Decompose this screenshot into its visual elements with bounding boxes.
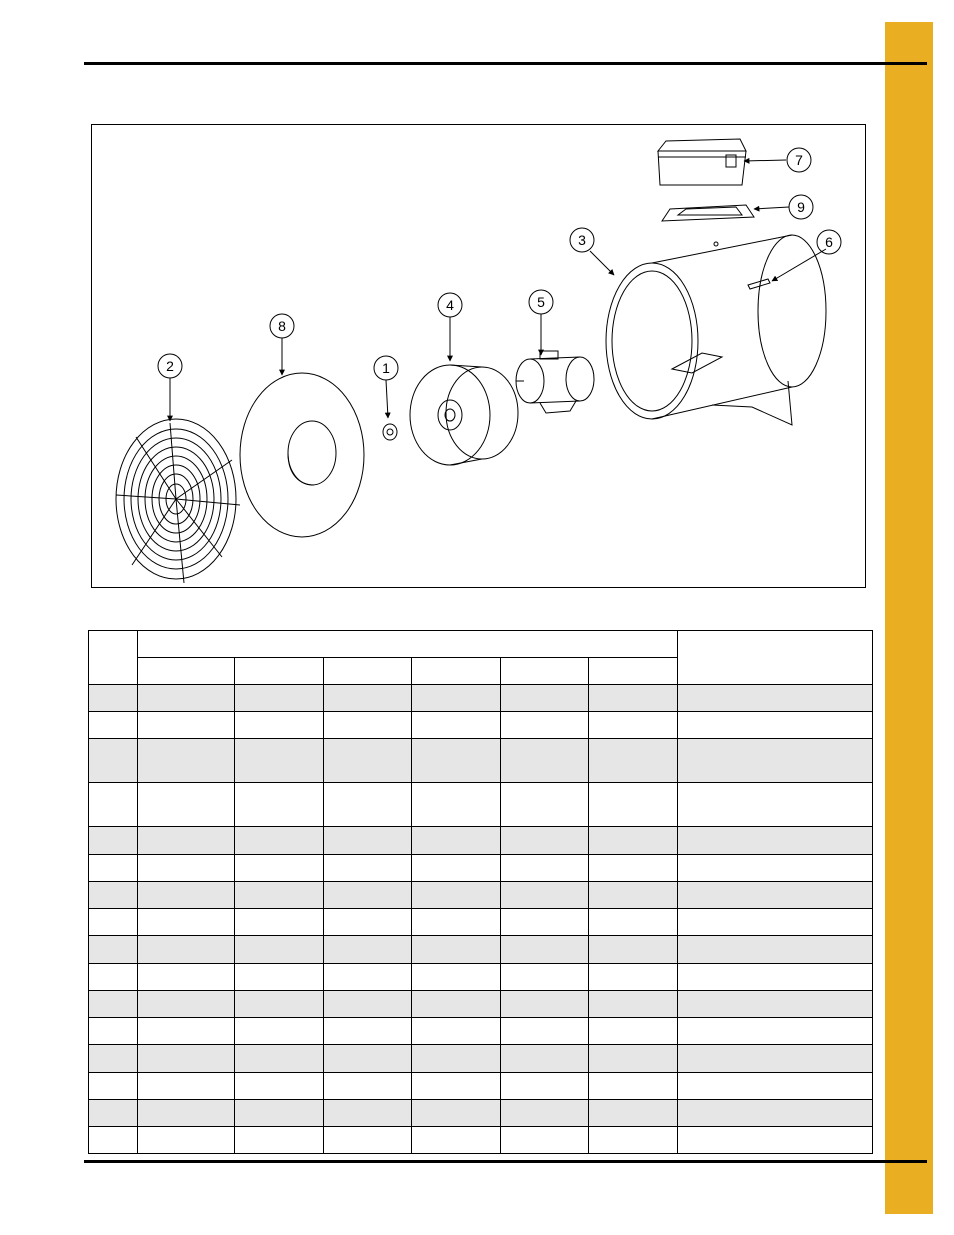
callout-leaders [170,160,826,421]
handle-drawing [748,279,770,289]
table-cell [235,1018,324,1045]
table-subheader-cell [501,658,589,685]
table-cell [589,1018,678,1045]
table-row [89,827,873,855]
table-cell [678,991,873,1018]
table-cell [501,991,589,1018]
inlet-guard-drawing [116,419,240,583]
table-cell [235,936,324,964]
table-cell [235,712,324,739]
table-cell [235,882,324,909]
callout-8-label: 8 [278,318,286,334]
table-cell [324,991,412,1018]
table-cell [589,1045,678,1073]
table-cell [589,827,678,855]
table-row [89,1045,873,1073]
table-cell [235,1100,324,1127]
header-rule [84,62,927,65]
table-subheader-cell [324,658,412,685]
table-cell [324,712,412,739]
inlet-cone-plate-drawing [240,373,364,537]
table-cell [412,936,501,964]
table-cell [501,909,589,936]
table-cell [324,739,412,783]
callout-9-label: 9 [797,199,805,215]
table-cell [412,685,501,712]
table-cell [678,1127,873,1154]
table-cell [324,964,412,991]
callout-4-label: 4 [446,297,454,313]
table-cell [678,712,873,739]
table-header-description [678,631,873,685]
table-cell [678,739,873,783]
table-cell [501,882,589,909]
table-cell [412,1018,501,1045]
callout-2-label: 2 [166,358,174,374]
table-cell [235,1045,324,1073]
table-cell [89,783,138,827]
table-cell [324,1127,412,1154]
table-cell [89,909,138,936]
table-cell [501,964,589,991]
table-cell [501,827,589,855]
table-row [89,685,873,712]
table-cell [412,1045,501,1073]
table-cell [235,739,324,783]
table-cell [89,991,138,1018]
table-header-row [89,631,873,658]
table-cell [138,909,235,936]
table-cell [235,855,324,882]
fan-housing-drawing [606,235,826,425]
table-cell [138,964,235,991]
table-cell [412,991,501,1018]
table-cell [501,685,589,712]
table-cell [235,685,324,712]
diagram-drawing [92,125,867,589]
table-cell [235,1073,324,1100]
table-cell [412,827,501,855]
table-cell [678,964,873,991]
table-cell [89,964,138,991]
table-cell [501,1073,589,1100]
parts-table [88,630,873,1154]
table-cell [324,882,412,909]
table-cell [235,991,324,1018]
table-cell [589,991,678,1018]
table-cell [678,882,873,909]
table-cell [412,855,501,882]
table-cell [678,827,873,855]
table-cell [138,1073,235,1100]
table-cell [678,936,873,964]
table-cell [501,739,589,783]
table-cell [589,964,678,991]
table-cell [501,1018,589,1045]
table-row [89,964,873,991]
table-cell [501,1100,589,1127]
table-cell [412,712,501,739]
control-box-mount-drawing [662,205,754,221]
table-cell [235,1127,324,1154]
table-row [89,739,873,783]
table-cell [324,1045,412,1073]
table-cell [324,855,412,882]
table-header-group [138,631,678,658]
footer-rule [84,1160,927,1163]
table-cell [138,882,235,909]
table-cell [678,685,873,712]
table-row [89,991,873,1018]
table-cell [138,936,235,964]
table-row [89,1100,873,1127]
table-row [89,1127,873,1154]
table-cell [678,1100,873,1127]
callout-7-label: 7 [795,152,803,168]
table-row [89,936,873,964]
table-cell [89,1045,138,1073]
table-cell [138,1127,235,1154]
table-cell [412,1127,501,1154]
table-cell [412,1100,501,1127]
table-cell [501,936,589,964]
table-cell [89,685,138,712]
table-cell [589,739,678,783]
table-cell [138,991,235,1018]
table-subheader-cell [412,658,501,685]
table-cell [324,909,412,936]
table-cell [89,712,138,739]
table-row [89,712,873,739]
table-cell [324,1018,412,1045]
table-cell [589,783,678,827]
table-cell [89,1127,138,1154]
table-cell [589,936,678,964]
table-subheader-cell [589,658,678,685]
table-cell [324,827,412,855]
table-cell [235,783,324,827]
table-cell [501,1127,589,1154]
table-cell [324,783,412,827]
motor-drawing [516,351,594,413]
table-cell [324,1073,412,1100]
table-cell [589,1100,678,1127]
table-cell [501,712,589,739]
table-cell [589,685,678,712]
callout-5-label: 5 [537,294,545,310]
table-cell [324,936,412,964]
table-cell [678,1018,873,1045]
table-row [89,1018,873,1045]
table-cell [501,783,589,827]
table-cell [589,712,678,739]
table-cell [589,909,678,936]
table-row [89,783,873,827]
callout-6-label: 6 [825,234,833,250]
table-cell [412,783,501,827]
table-cell [501,1045,589,1073]
table-row [89,909,873,936]
table-cell [89,882,138,909]
control-box-drawing [658,139,746,185]
table-cell [235,964,324,991]
hub-drawing [383,424,397,440]
exploded-parts-diagram [91,124,866,588]
table-cell [324,1100,412,1127]
parts-table-body [89,685,873,1154]
table-cell [89,739,138,783]
table-cell [138,1045,235,1073]
table-cell [138,827,235,855]
table-cell [589,1127,678,1154]
table-cell [412,909,501,936]
callout-3-label: 3 [578,232,586,248]
table-cell [589,1073,678,1100]
table-cell [235,827,324,855]
table-cell [412,882,501,909]
table-cell [501,855,589,882]
impeller-wheel-drawing [410,365,518,465]
table-header-ref [89,631,138,685]
table-cell [589,855,678,882]
table-cell [138,685,235,712]
table-cell [412,964,501,991]
table-row [89,1073,873,1100]
table-cell [589,882,678,909]
callout-1-label: 1 [382,360,390,376]
table-cell [89,855,138,882]
table-cell [412,739,501,783]
table-cell [138,712,235,739]
table-cell [678,909,873,936]
callout-circles [158,148,841,380]
table-cell [678,1045,873,1073]
table-cell [678,1073,873,1100]
table-cell [138,783,235,827]
table-cell [138,1100,235,1127]
table-cell [324,685,412,712]
table-cell [138,855,235,882]
table-subheader-cell [235,658,324,685]
table-subheader-cell [138,658,235,685]
table-cell [89,1100,138,1127]
table-cell [138,1018,235,1045]
table-cell [138,739,235,783]
table-cell [678,783,873,827]
table-cell [235,909,324,936]
table-cell [678,855,873,882]
table-cell [89,1073,138,1100]
table-row [89,855,873,882]
table-cell [412,1073,501,1100]
table-cell [89,936,138,964]
table-cell [89,1018,138,1045]
chapter-side-tab [885,22,933,1214]
table-cell [89,827,138,855]
table-row [89,882,873,909]
